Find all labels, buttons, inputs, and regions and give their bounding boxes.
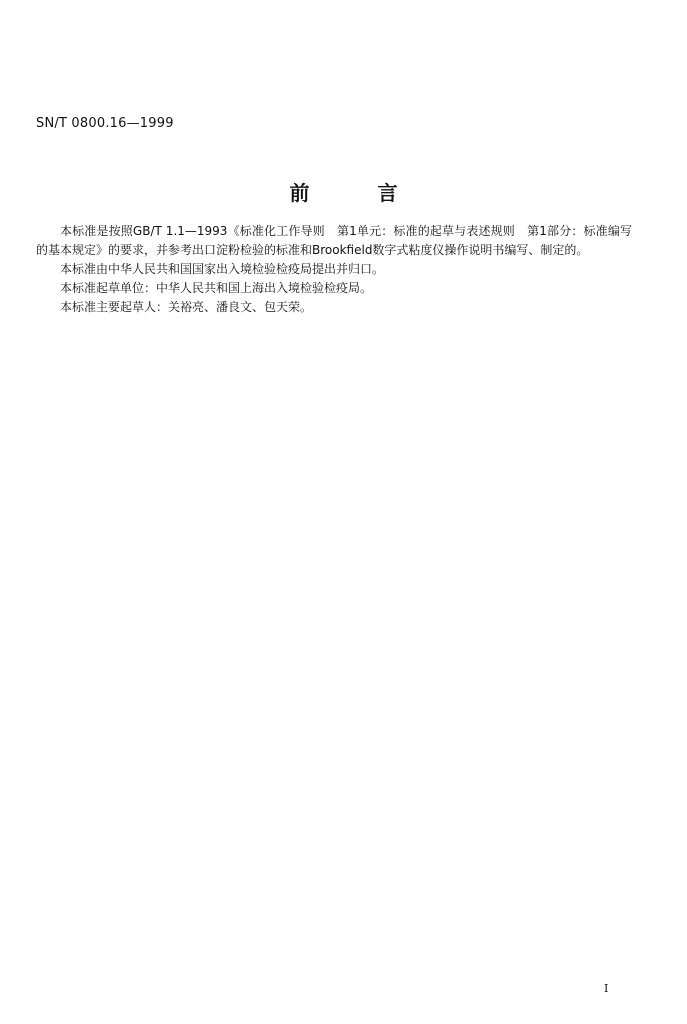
paragraph-drafting-basis: 本标准是按照GB/T 1.1—1993《标准化工作导则 第1单元：标准的起草与表述规则 第1部分：标准编写的基本规定》的要求，并参考出口淀粉检验的标准和Brookfield数字式粘度仪操作说明书编写、制定的。 <box>36 224 632 257</box>
paragraph-drafters: 本标准主要起草人：关裕亮、潘良文、包天荣。 <box>60 300 313 314</box>
foreword-body <box>36 222 632 317</box>
standard-code: SN/T 0800.16—1999 <box>36 116 174 131</box>
paragraph-proposer: 本标准由中华人民共和国国家出入境检验检疫局提出并归口。 <box>60 262 385 276</box>
paragraph-drafting-unit: 本标准起草单位：中华人民共和国上海出入境检验检疫局。 <box>60 281 373 295</box>
page-title: 前言 <box>289 181 466 205</box>
page-number: I <box>604 982 609 995</box>
